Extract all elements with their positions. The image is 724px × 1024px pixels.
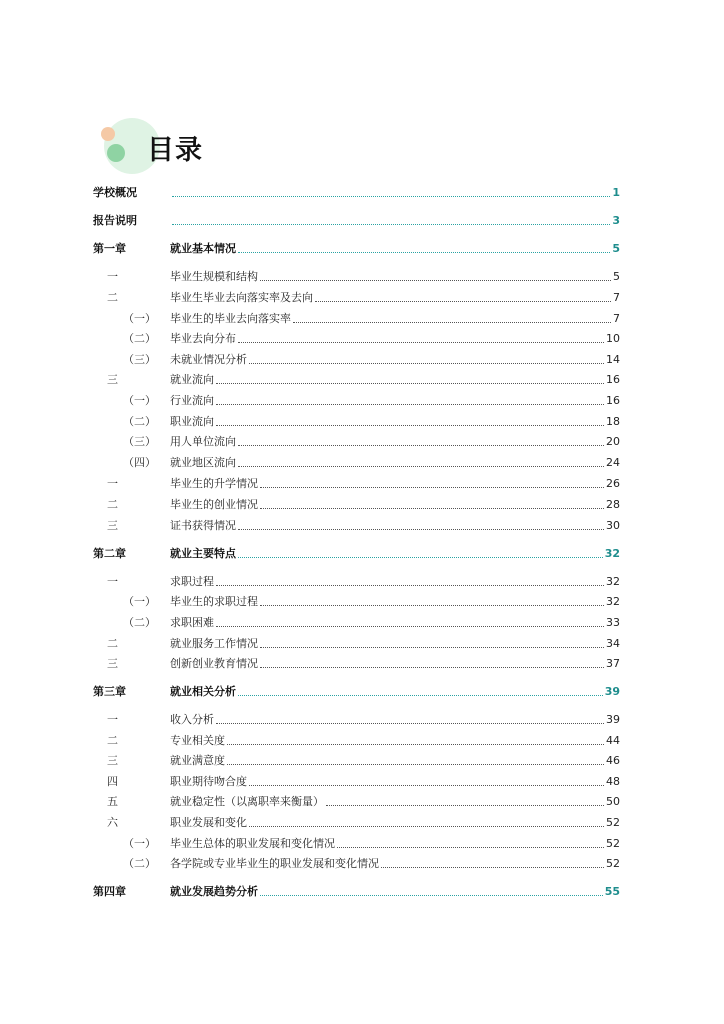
toc-entry-page: 20: [606, 435, 620, 448]
dot-leader: [216, 382, 604, 384]
toc-entry-page: 24: [606, 456, 620, 469]
toc-entry-number: 三: [107, 519, 118, 532]
toc-entry-label: 毕业生毕业去向落实率及去向: [170, 291, 313, 304]
toc-entry-number: （四）: [123, 456, 156, 469]
toc-entry-page: 7: [613, 312, 620, 325]
toc-entry-line: [170, 836, 620, 852]
toc-entry-number: 学校概况: [93, 186, 137, 199]
toc-entry[interactable]: [93, 856, 620, 872]
toc-entry[interactable]: [93, 269, 620, 285]
toc-entry-number: 一: [107, 270, 118, 283]
dot-leader: [216, 584, 604, 586]
dot-leader: [260, 279, 611, 281]
toc-entry-label: 就业服务工作情况: [170, 637, 258, 650]
toc-entry-page: 34: [606, 637, 620, 650]
toc-entry-page: 26: [606, 477, 620, 490]
toc-entry-line: [170, 615, 620, 631]
toc-entry-page: 16: [606, 394, 620, 407]
toc-entry-number: 二: [107, 734, 118, 747]
toc-entry-label: 就业基本情况: [170, 242, 236, 255]
toc-entry-line: [170, 331, 620, 347]
toc-entry-label: 就业满意度: [170, 754, 225, 767]
toc-entry-line: [170, 574, 620, 590]
toc-entry-label: 毕业生的求职过程: [170, 595, 258, 608]
toc-entry-line: [170, 311, 620, 327]
dot-leader: [238, 341, 604, 343]
toc-entry-page: 14: [606, 353, 620, 366]
dot-leader: [216, 424, 604, 426]
toc-entry-line: [170, 290, 620, 306]
toc-entry-number: （一）: [123, 595, 156, 608]
toc-entry-line: [170, 656, 620, 672]
toc-entry-number: （一）: [123, 394, 156, 407]
toc-entry-label: 收入分析: [170, 713, 214, 726]
toc-entry-label: 毕业去向分布: [170, 332, 236, 345]
toc-entry-number: 二: [107, 291, 118, 304]
toc-entry-number: （一）: [123, 312, 156, 325]
toc-entry-page: 48: [606, 775, 620, 788]
dot-leader: [172, 195, 610, 197]
toc-entry-number: 五: [107, 795, 118, 808]
toc-entry-label: 毕业生的创业情况: [170, 498, 258, 511]
toc-entry-number: 三: [107, 657, 118, 670]
toc-entry-page: 30: [606, 519, 620, 532]
toc-entry-line: [170, 414, 620, 430]
toc-entry[interactable]: [93, 594, 620, 610]
dot-leader: [172, 223, 610, 225]
toc-entry-number: （一）: [123, 837, 156, 850]
toc-entry-line: [170, 269, 620, 285]
toc-entry-line: [170, 733, 620, 749]
dot-leader: [293, 321, 611, 323]
toc-entry-label: 就业发展趋势分析: [170, 885, 258, 898]
toc-entry-line: [170, 518, 620, 534]
toc-entry-label: 未就业情况分析: [170, 353, 247, 366]
toc-entry[interactable]: [93, 546, 620, 562]
dot-leader: [381, 866, 604, 868]
dot-leader: [260, 604, 604, 606]
toc-entry-line: [170, 372, 620, 388]
toc-entry[interactable]: [93, 518, 620, 534]
toc-entry-label: 创新创业教育情况: [170, 657, 258, 670]
toc-entry[interactable]: [93, 684, 620, 700]
toc-entry-line: [170, 434, 620, 450]
toc-entry-line: [170, 352, 620, 368]
toc-entry-number: （三）: [123, 353, 156, 366]
toc-entry-page: 55: [604, 885, 620, 898]
toc-entry[interactable]: [93, 753, 620, 769]
dot-leader: [216, 403, 604, 405]
toc-entry-page: 16: [606, 373, 620, 386]
dot-leader: [260, 666, 604, 668]
toc-entry-number: 一: [107, 477, 118, 490]
toc-entry-line: [170, 794, 620, 810]
dot-leader: [238, 528, 604, 530]
toc-entry[interactable]: [93, 213, 620, 229]
toc-entry-number: 一: [107, 575, 118, 588]
toc-entry-page: 50: [606, 795, 620, 808]
toc-entry-number: 第三章: [93, 685, 126, 698]
toc-entry-label: 毕业生总体的职业发展和变化情况: [170, 837, 335, 850]
toc-entry-page: 10: [606, 332, 620, 345]
toc-entry-page: 32: [604, 547, 620, 560]
toc-entry-number: 第四章: [93, 885, 126, 898]
toc-entry-page: 52: [606, 857, 620, 870]
toc-entry[interactable]: [93, 185, 620, 201]
toc-entry-line: [170, 774, 620, 790]
toc-entry-line: [170, 455, 620, 471]
toc-entry-line: [170, 497, 620, 513]
toc-entry-page: 52: [606, 837, 620, 850]
dot-leader: [238, 694, 603, 696]
toc-entry[interactable]: [93, 241, 620, 257]
toc-entry-label: 证书获得情况: [170, 519, 236, 532]
toc-entry-page: 18: [606, 415, 620, 428]
toc-entry-line: [170, 815, 620, 831]
toc-entry-number: 三: [107, 373, 118, 386]
toc-entry-page: 32: [606, 575, 620, 588]
toc-entry-label: 毕业生的毕业去向落实率: [170, 312, 291, 325]
toc-entry-label: 职业流向: [170, 415, 214, 428]
toc-entry-line: [170, 213, 620, 229]
toc-entry-number: 一: [107, 713, 118, 726]
toc-entry-page: 44: [606, 734, 620, 747]
toc-entry-label: 毕业生规模和结构: [170, 270, 258, 283]
toc-entry[interactable]: [93, 794, 620, 810]
toc-entry-label: 用人单位流向: [170, 435, 236, 448]
page-title: 目录: [147, 135, 203, 166]
toc-entry[interactable]: [93, 352, 620, 368]
dot-leader: [260, 894, 603, 896]
toc-entry[interactable]: [93, 393, 620, 409]
toc-entry-line: [170, 884, 620, 900]
toc-entry-label: 就业相关分析: [170, 685, 236, 698]
dot-leader: [227, 743, 604, 745]
toc-entry-number: 四: [107, 775, 118, 788]
toc-entry[interactable]: [93, 455, 620, 471]
dot-leader: [227, 763, 604, 765]
toc-entry-line: [170, 856, 620, 872]
toc-entry[interactable]: [93, 815, 620, 831]
toc-entry-page: 52: [606, 816, 620, 829]
dot-leader: [249, 362, 604, 364]
toc-entry-label: 求职困难: [170, 616, 214, 629]
toc-entry-line: [170, 684, 620, 700]
dot-leader: [315, 300, 611, 302]
decorative-circle-green: [107, 144, 125, 162]
toc-entry-page: 39: [606, 713, 620, 726]
toc-entry-page: 1: [612, 186, 620, 199]
toc-entry-page: 39: [604, 685, 620, 698]
toc-entry-label: 毕业生的升学情况: [170, 477, 258, 490]
toc-entry-number: 报告说明: [93, 214, 137, 227]
toc-entry-label: 职业期待吻合度: [170, 775, 247, 788]
toc-entry[interactable]: [93, 311, 620, 327]
toc-entry-label: 职业发展和变化: [170, 816, 247, 829]
toc-entry-number: （三）: [123, 435, 156, 448]
toc-entry-page: 5: [613, 270, 620, 283]
dot-leader: [216, 625, 604, 627]
dot-leader: [216, 722, 604, 724]
toc-entry-page: 7: [613, 291, 620, 304]
toc-entry-line: [170, 712, 620, 728]
toc-entry-label: 各学院或专业毕业生的职业发展和变化情况: [170, 857, 379, 870]
dot-leader: [249, 784, 604, 786]
dot-leader: [337, 846, 604, 848]
toc-entry-line: [170, 594, 620, 610]
toc-entry-line: [170, 476, 620, 492]
dot-leader: [326, 804, 604, 806]
dot-leader: [249, 825, 604, 827]
toc-entry[interactable]: [93, 476, 620, 492]
toc-entry-page: 37: [606, 657, 620, 670]
toc-entry-page: 28: [606, 498, 620, 511]
dot-leader: [238, 556, 603, 558]
toc-entry-page: 46: [606, 754, 620, 767]
toc-entry-number: 二: [107, 637, 118, 650]
toc-entry-number: 六: [107, 816, 118, 829]
toc-entry-number: 二: [107, 498, 118, 511]
toc-entry-page: 3: [612, 214, 620, 227]
toc-entry[interactable]: [93, 615, 620, 631]
toc-entry[interactable]: [93, 574, 620, 590]
toc-entry-page: 32: [606, 595, 620, 608]
toc-entry[interactable]: [93, 331, 620, 347]
toc-entry-label: 就业主要特点: [170, 547, 236, 560]
toc-entry-number: 三: [107, 754, 118, 767]
toc-entry-label: 就业稳定性（以离职率来衡量）: [170, 795, 324, 808]
toc-entry[interactable]: [93, 836, 620, 852]
toc-entry[interactable]: [93, 414, 620, 430]
toc-entry-label: 行业流向: [170, 394, 214, 407]
toc-entry-line: [170, 185, 620, 201]
dot-leader: [238, 465, 604, 467]
toc-entry-label: 就业地区流向: [170, 456, 236, 469]
toc-entry-number: （二）: [123, 332, 156, 345]
dot-leader: [260, 507, 604, 509]
toc-entry-number: （二）: [123, 616, 156, 629]
toc-entry[interactable]: [93, 497, 620, 513]
toc-entry[interactable]: [93, 884, 620, 900]
toc-entry[interactable]: [93, 372, 620, 388]
toc-entry-line: [170, 753, 620, 769]
toc-entry[interactable]: [93, 774, 620, 790]
toc-entry[interactable]: [93, 733, 620, 749]
toc-entry-page: 5: [612, 242, 620, 255]
toc-entry-number: （二）: [123, 415, 156, 428]
toc-entry[interactable]: [93, 712, 620, 728]
toc-entry-page: 33: [606, 616, 620, 629]
toc-entry-label: 专业相关度: [170, 734, 225, 747]
toc-entry-line: [170, 546, 620, 562]
toc-entry-line: [170, 636, 620, 652]
toc-entry[interactable]: [93, 636, 620, 652]
toc-entry[interactable]: [93, 434, 620, 450]
dot-leader: [238, 444, 604, 446]
toc-entry-label: 就业流向: [170, 373, 214, 386]
toc-entry-label: 求职过程: [170, 575, 214, 588]
dot-leader: [260, 646, 604, 648]
toc-entry-number: （二）: [123, 857, 156, 870]
toc-entry[interactable]: [93, 290, 620, 306]
toc-entry-line: [170, 393, 620, 409]
toc-entry[interactable]: [93, 656, 620, 672]
toc-entry-number: 第一章: [93, 242, 126, 255]
dot-leader: [238, 251, 610, 253]
decorative-circle-orange: [101, 127, 115, 141]
toc-entry-line: [170, 241, 620, 257]
dot-leader: [260, 486, 604, 488]
toc-entry-number: 第二章: [93, 547, 126, 560]
